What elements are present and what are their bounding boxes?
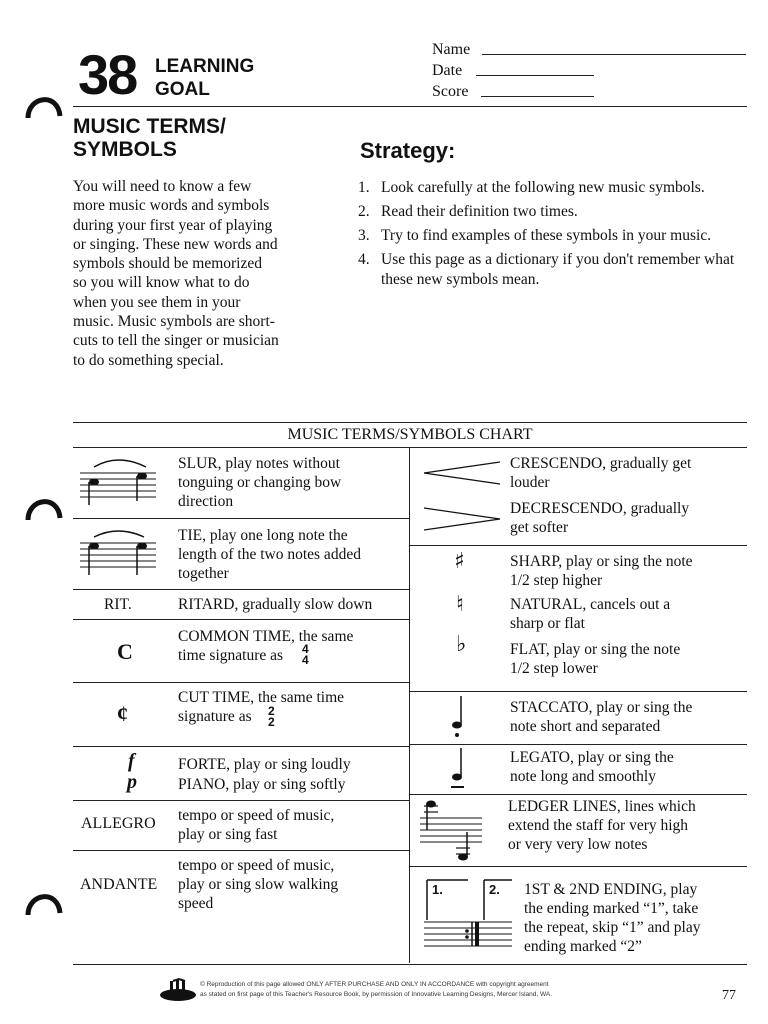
forte-term: FORTE <box>178 756 227 773</box>
row-rule <box>409 794 747 795</box>
row-rule <box>73 746 409 747</box>
strategy-steps <box>358 178 750 294</box>
intro-line: so you will know what to do <box>73 274 250 292</box>
strategy-step <box>358 250 750 290</box>
legato-symbol <box>448 746 468 792</box>
page-title <box>73 115 226 161</box>
step-text: Use this page as a dictionary if you don't remember what these new symbols mean. <box>381 251 735 288</box>
ledger-lines-definition <box>508 797 745 854</box>
common-time-term: COMMON TIME <box>178 628 291 645</box>
intro-line: when you see them in your <box>73 293 241 311</box>
sharp-def-line: , play or sing the note <box>558 553 693 570</box>
crescendo-def-line: louder <box>510 474 550 491</box>
staccato-symbol <box>448 694 468 740</box>
chart-top-rule <box>73 422 747 423</box>
common-time-def-line: , the same <box>290 628 354 645</box>
date-label: Date <box>432 62 463 79</box>
staccato-def-line: note short and separated <box>510 718 661 735</box>
allegro-definition <box>178 806 406 844</box>
binder-hole-3 <box>22 885 66 921</box>
cut-time-def-line: signature as <box>178 708 252 725</box>
header-rule <box>73 106 747 107</box>
natural-term: NATURAL <box>510 596 583 613</box>
endings-term: 1ST & 2ND ENDING <box>524 881 663 898</box>
ledger-def-line: , lines which <box>616 798 696 815</box>
binder-hole-2 <box>22 490 66 526</box>
andante-symbol: ANDANTE <box>80 876 158 893</box>
copyright-line: © Reproduction of this page allowed ONLY AFTER PURCHASE AND ONLY IN ACCORDANCE with copyright agreement <box>200 981 549 988</box>
sharp-definition <box>510 552 745 590</box>
row-rule <box>73 800 409 801</box>
slur-symbol <box>80 455 156 511</box>
rit-term: RITARD <box>178 596 235 613</box>
forte-def: , play or sing loudly <box>226 756 351 773</box>
slur-term: SLUR <box>178 455 218 472</box>
copyright-line: as stated on first page of this Teacher's Resource Book, by permission of Innovative Learning Designs, Mercer Island, WA. <box>200 991 553 998</box>
piano-symbol: p <box>127 771 137 793</box>
copyright-notice <box>200 980 552 1000</box>
sig-top: 2 <box>268 704 275 718</box>
title-line-2: SYMBOLS <box>73 138 177 161</box>
decrescendo-term: DECRESCENDO <box>510 500 623 517</box>
legato-def-line: note long and smoothly <box>510 768 656 785</box>
ledger-def-line: or very very low notes <box>508 836 648 853</box>
row-rule <box>73 589 409 590</box>
legato-term: LEGATO <box>510 749 570 766</box>
flat-def-line: , play or sing the note <box>545 641 681 658</box>
andante-definition <box>178 856 406 913</box>
row-rule <box>409 744 747 745</box>
name-field[interactable] <box>482 54 746 55</box>
crescendo-definition <box>510 454 745 492</box>
decrescendo-def-line: get softer <box>510 519 569 536</box>
common-time-symbol: C <box>117 639 133 664</box>
natural-def-line: sharp or flat <box>510 615 585 632</box>
common-time-definition <box>178 627 406 665</box>
row-rule <box>409 691 747 692</box>
name-label: Name <box>432 41 471 58</box>
piano-def: , play or sing softly <box>225 776 346 793</box>
common-time-signature <box>302 644 309 666</box>
cut-time-def-line: , the same time <box>250 689 345 706</box>
ending-1-label: 1. <box>432 882 443 897</box>
forte-definition <box>178 755 406 774</box>
title-line-1: MUSIC TERMS/ <box>73 115 226 138</box>
allegro-def-line: tempo or speed of music, <box>178 807 335 824</box>
ledger-lines-term: LEDGER LINES <box>508 798 617 815</box>
cut-time-symbol: ¢ <box>117 701 128 726</box>
intro-line: or singing. These new words and <box>73 235 278 253</box>
row-rule <box>73 850 409 851</box>
cut-time-term: CUT TIME <box>178 689 251 706</box>
endings-def-line: ending marked “2” <box>524 938 642 955</box>
row-rule <box>409 545 747 546</box>
sharp-symbol: ♯ <box>454 549 465 574</box>
chart-heading: MUSIC TERMS/SYMBOLS CHART <box>287 426 533 443</box>
staccato-definition <box>510 698 745 736</box>
decrescendo-definition <box>510 499 745 537</box>
goal-word-goal: GOAL <box>155 79 210 100</box>
rit-definition <box>178 595 406 614</box>
rit-symbol: RIT. <box>104 596 132 613</box>
cut-time-definition <box>178 688 406 729</box>
step-number: 2. <box>358 203 370 220</box>
endings-def-line: the ending marked “1”, take <box>524 900 699 917</box>
common-time-def-line: time signature as <box>178 647 284 664</box>
step-number: 4. <box>358 251 370 268</box>
chart-heading-rule <box>73 447 747 448</box>
intro-line: more music words and symbols <box>73 197 270 215</box>
ledger-lines-symbol <box>420 796 482 864</box>
row-rule <box>73 682 409 683</box>
ending-2-label: 2. <box>489 882 500 897</box>
tie-term: TIE <box>178 527 203 544</box>
flat-def-line: 1/2 step lower <box>510 660 598 677</box>
sharp-def-line: 1/2 step higher <box>510 572 603 589</box>
goal-number: 38 <box>78 43 137 106</box>
strategy-heading: Strategy: <box>360 138 456 163</box>
tie-def-line: , play one long note the <box>202 527 348 544</box>
strategy-step <box>358 178 750 198</box>
sig-bottom: 4 <box>302 653 309 667</box>
slur-def-line: direction <box>178 493 234 510</box>
tie-def-line: together <box>178 565 229 582</box>
flat-symbol: ♭ <box>456 632 467 657</box>
intro-line: symbols should be memorized <box>73 255 262 273</box>
staccato-def-line: , play or sing the <box>588 699 693 716</box>
endings-symbol <box>424 878 512 958</box>
sharp-term: SHARP <box>510 553 559 570</box>
intro-line: You will need to know a few <box>73 178 252 195</box>
endings-def-line: , play <box>662 881 698 898</box>
intro-line: music. Music symbols are short- <box>73 313 275 331</box>
intro-paragraph <box>73 177 323 370</box>
publisher-logo <box>158 977 198 1003</box>
natural-symbol: ♮ <box>456 592 464 617</box>
staccato-term: STACCATO <box>510 699 589 716</box>
cut-time-signature <box>268 706 275 728</box>
date-field[interactable] <box>476 75 594 76</box>
crescendo-term: CRESCENDO <box>510 455 603 472</box>
intro-line: to do something special. <box>73 351 224 369</box>
slur-def-line: , play notes without <box>217 455 340 472</box>
legato-definition <box>510 748 745 786</box>
binder-hole-1 <box>22 88 66 124</box>
row-rule <box>409 866 747 867</box>
piano-term: PIANO <box>178 776 226 793</box>
rit-def: , gradually slow down <box>234 596 373 613</box>
goal-word-learning: LEARNING <box>155 56 255 77</box>
endings-definition <box>524 880 746 956</box>
natural-def-line: , cancels out a <box>582 596 671 613</box>
flat-definition <box>510 640 745 678</box>
score-label: Score <box>432 83 469 100</box>
tie-definition <box>178 526 406 583</box>
step-text: Look carefully at the following new music symbols. <box>381 179 705 196</box>
step-number: 1. <box>358 179 370 196</box>
andante-def-line: tempo or speed of music, <box>178 857 335 874</box>
sig-top: 4 <box>302 642 309 656</box>
row-rule <box>73 619 409 620</box>
crescendo-def-line: , gradually get <box>602 455 692 472</box>
flat-term: FLAT <box>510 641 546 658</box>
row-rule <box>73 518 409 519</box>
strategy-step <box>358 226 750 246</box>
endings-def-line: the repeat, skip “1” and play <box>524 919 701 936</box>
allegro-symbol: ALLEGRO <box>81 815 156 832</box>
piano-definition <box>178 775 406 794</box>
page-number: 77 <box>722 988 736 1003</box>
andante-def-line: speed <box>178 895 214 912</box>
natural-definition <box>510 595 745 633</box>
forte-symbol: f <box>128 750 135 772</box>
slur-definition <box>178 454 406 511</box>
intro-line: cuts to tell the singer or musician <box>73 332 279 350</box>
ledger-def-line: extend the staff for very high <box>508 817 689 834</box>
legato-def-line: , play or sing the <box>570 749 674 766</box>
sig-bottom: 2 <box>268 715 275 729</box>
decrescendo-symbol <box>422 506 502 532</box>
tie-symbol <box>80 527 156 583</box>
tie-def-line: length of the two notes added <box>178 546 361 563</box>
step-text: Read their definition two times. <box>381 203 578 220</box>
step-text: Try to find examples of these symbols in your music. <box>381 227 712 244</box>
crescendo-symbol <box>422 460 502 486</box>
decrescendo-def-line: , gradually <box>622 500 690 517</box>
slur-def-line: tonguing or changing bow <box>178 474 342 491</box>
allegro-def-line: play or sing fast <box>178 826 278 843</box>
chart-divider <box>409 447 410 963</box>
intro-line: during your first year of playing <box>73 216 273 234</box>
andante-def-line: play or sing slow walking <box>178 876 339 893</box>
strategy-step <box>358 202 750 222</box>
score-field[interactable] <box>481 96 594 97</box>
step-number: 3. <box>358 227 370 244</box>
chart-bottom-rule <box>73 964 747 965</box>
